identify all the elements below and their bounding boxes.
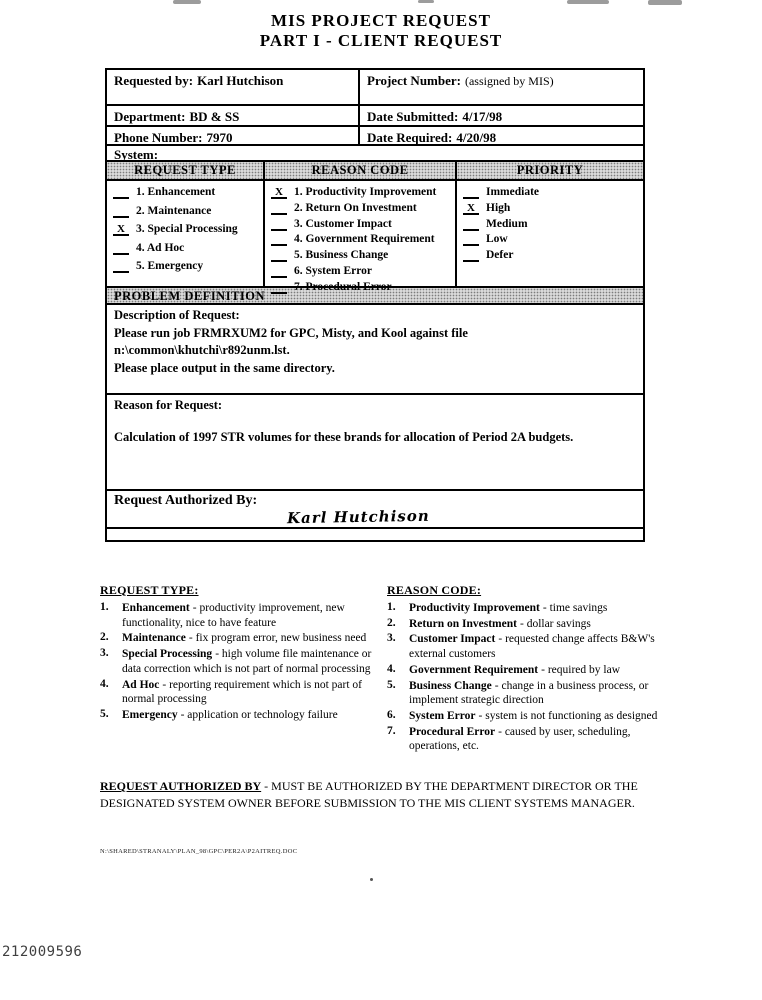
reason-label: Reason for Request: (114, 398, 223, 412)
description-line-1: Please run job FRMRXUM2 for GPC, Misty, and Kool against file n:\common\khutchi\r892unm.lst. (114, 325, 468, 357)
reason-code-definitions-heading: REASON CODE: (387, 583, 482, 597)
checkbox-mark (113, 242, 129, 255)
bates-number: 212009596 (2, 944, 83, 960)
requested-by-value: Karl Hutchison (197, 73, 284, 88)
request-type-options (107, 181, 265, 286)
description-of-request-cell (107, 305, 643, 395)
definition-item: 6. System Error - system is not functioning as designed (387, 709, 658, 723)
checkbox-mark (271, 265, 287, 278)
title-line-2: PART I - CLIENT REQUEST (259, 31, 503, 50)
priority-options (457, 181, 643, 286)
reason-text: Calculation of 1997 STR volumes for these brands for allocation of Period 2A budgets. (114, 429, 574, 444)
bates-stamp (2, 942, 82, 962)
option-low: Low (463, 233, 639, 246)
row-department (107, 106, 643, 127)
empty-row (107, 529, 643, 540)
row-system (107, 146, 643, 162)
reason-code-definitions (387, 583, 660, 755)
reason-code-header: REASON CODE (265, 162, 457, 179)
checkbox-mark (463, 233, 479, 246)
option-business-change: 5. Business Change (271, 249, 451, 262)
option-special-processing: X 3. Special Processing (113, 223, 259, 236)
priority-header: PRIORITY (457, 162, 643, 179)
checkbox-mark: X (113, 223, 129, 236)
authorization-note-text: - MUST BE AUTHORIZED BY THE DEPARTMENT DIRECTOR OR THE DESIGNATED SYSTEM OWNER BEFORE SUBMISSION TO THE MIS CLIENT SYSTEMS MANAGER. (100, 779, 638, 810)
document-title (0, 11, 762, 51)
date-required-label: Date Required: (367, 130, 453, 145)
definition-item: 2. Maintenance - fix program error, new business need (100, 631, 367, 645)
row-column-headers (107, 162, 643, 181)
option-productivity-improvement: X 1. Productivity Improvement (271, 186, 451, 199)
checkbox-mark (113, 260, 129, 273)
description-label: Description of Request: (114, 308, 240, 322)
row-requested-by (107, 70, 643, 106)
option-return-on-investment: 2. Return On Investment (271, 202, 451, 215)
authorization-note (100, 778, 645, 812)
project-number-label: Project Number: (367, 73, 461, 88)
title-line-1: MIS PROJECT REQUEST (271, 11, 491, 30)
definition-item: 4. Government Requirement - required by law (387, 662, 621, 676)
checkbox-mark (271, 202, 287, 215)
definition-item: 3. Special Processing - high volume file maintenance or data correction which is not part of normal processing (100, 647, 372, 675)
definition-item: 7. Procedural Error - caused by user, scheduling, operations, etc. (387, 724, 631, 753)
date-submitted-label: Date Submitted: (367, 109, 459, 124)
option-high: X High (463, 202, 639, 215)
problem-definition-label: PROBLEM DEFINITION (114, 289, 266, 303)
option-enhancement: 1. Enhancement (113, 186, 259, 199)
option-defer: Defer (463, 249, 639, 262)
option-medium: Medium (463, 218, 639, 231)
request-authorized-by-cell (107, 491, 643, 529)
checkbox-mark (113, 186, 129, 199)
option-maintenance: 2. Maintenance (113, 205, 259, 218)
checkbox-mark: X (463, 202, 479, 215)
request-type-definitions-heading: REQUEST TYPE: (100, 583, 199, 597)
checkbox-mark (463, 218, 479, 231)
date-required-value: 4/20/98 (456, 130, 497, 145)
definition-item: 5. Emergency - application or technology failure (100, 708, 338, 722)
definition-item: 2. Return on Investment - dollar savings (387, 616, 591, 630)
option-government-requirement: 4. Government Requirement (271, 233, 451, 246)
reason-for-request-cell (107, 395, 643, 491)
row-checklists (107, 181, 643, 293)
project-number-value: (assigned by MIS) (464, 74, 554, 88)
option-procedural-error: 7. Procedural Error (271, 281, 451, 294)
definition-item: 5. Business Change - change in a business process, or implement strategic direction (387, 678, 649, 707)
option-ad-hoc: 4. Ad Hoc (113, 242, 259, 255)
checkbox-mark (463, 249, 479, 262)
scan-smudge (648, 0, 682, 5)
phone-label: Phone Number: (114, 130, 203, 145)
checkbox-mark: X (271, 186, 287, 199)
document-file-path: N:\SHARED\STRANALY\PLAN_98\GPC\PER2A\P2AITREQ.DOC (100, 848, 298, 855)
checkbox-mark (463, 186, 479, 199)
authorized-by-label: Request Authorized By: (114, 493, 258, 508)
definition-item: 1. Productivity Improvement - time savings (387, 601, 608, 614)
requested-by-label: Requested by: (114, 73, 194, 88)
scan-smudge (567, 0, 609, 4)
option-immediate: Immediate (463, 186, 639, 199)
definition-item: 3. Customer Impact - requested change affects B&W's external customers (387, 632, 655, 661)
request-form-table (105, 68, 645, 542)
request-type-header: REQUEST TYPE (107, 162, 265, 179)
option-system-error: 6. System Error (271, 265, 451, 278)
description-line-2: Please place output in the same directory. (114, 360, 335, 375)
reason-code-options (265, 181, 457, 293)
scan-speck (370, 878, 373, 881)
department-value: BD & SS (189, 109, 240, 124)
row-phone (107, 127, 643, 146)
scan-smudge (418, 0, 434, 3)
checkbox-mark (271, 218, 287, 231)
checkbox-mark (271, 281, 287, 294)
department-label: Department: (114, 109, 186, 124)
option-emergency: 5. Emergency (113, 260, 259, 273)
request-type-definitions (100, 583, 384, 724)
authorization-note-heading: REQUEST AUTHORIZED BY (100, 779, 262, 793)
definition-item: 4. Ad Hoc - reporting requirement which is not part of normal processing (100, 677, 362, 706)
system-label: System: (114, 147, 159, 162)
checkbox-mark (271, 249, 287, 262)
date-submitted-value: 4/17/98 (462, 109, 503, 124)
definition-item: 1. Enhancement - productivity improvement, new functionality, nice to have feature (100, 601, 345, 629)
phone-value: 7970 (206, 130, 233, 145)
option-customer-impact: 3. Customer Impact (271, 218, 451, 231)
signature: Karl Hutchison (286, 506, 430, 528)
checkbox-mark (113, 205, 129, 218)
scan-smudge (173, 0, 201, 4)
checkbox-mark (271, 233, 287, 246)
